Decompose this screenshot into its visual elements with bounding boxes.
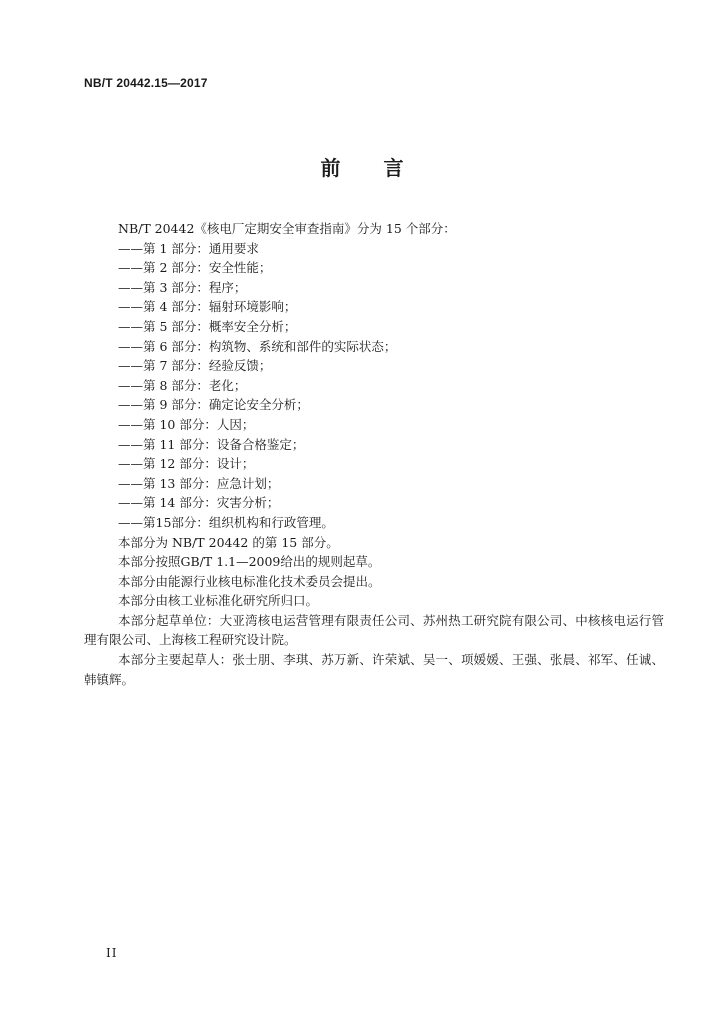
parts-list: [84, 239, 664, 533]
page-number: II: [106, 946, 118, 960]
list-item: ——第 5 部分：概率安全分析；: [118, 318, 297, 334]
document-code: NB/T 20442.15—2017: [84, 76, 208, 90]
drafters-paragraph: 本部分主要起草人：张士朋、李琪、苏万新、许荣斌、吴一、项媛媛、王强、张晨、祁军、任诚、韩镇辉。: [84, 652, 664, 687]
list-item: ——第 13 部分：应急计划；: [118, 475, 280, 491]
list-item: ——第 9 部分：确定论安全分析；: [118, 397, 309, 413]
list-item: ——第 2 部分：安全性能；: [118, 260, 272, 276]
statement-paragraph: 本部分为 NB/T 20442 的第 15 部分。: [118, 534, 339, 550]
foreword-body: [84, 219, 664, 689]
list-item: ——第 14 部分：灾害分析；: [118, 495, 280, 511]
list-item: ——第 10 部分：人因；: [118, 416, 255, 432]
statement-paragraph: 本部分由能源行业核电标准化技术委员会提出。: [118, 573, 381, 589]
statement-paragraph: 本部分按照GB/T 1.1—2009给出的规则起草。: [118, 554, 381, 570]
list-item: ——第 12 部分：设计；: [118, 456, 255, 472]
list-item: ——第 3 部分：程序；: [118, 279, 247, 295]
page-title: 前 言: [320, 156, 422, 180]
list-item: ——第15部分：组织机构和行政管理。: [118, 514, 334, 530]
list-item: ——第 11 部分：设备合格鉴定；: [118, 436, 305, 452]
list-item: ——第 7 部分：经验反馈；: [118, 358, 272, 374]
drafting-units-paragraph: 本部分起草单位：大亚湾核电运营管理有限责任公司、苏州热工研究院有限公司、中核核电运行管理有限公司、上海核工程研究设计院。: [84, 612, 664, 648]
intro-paragraph: NB/T 20442《核电厂定期安全审查指南》分为 15 个部分：: [118, 221, 456, 236]
list-item: ——第 1 部分：通用要求: [118, 240, 259, 256]
list-item: ——第 8 部分：老化；: [118, 377, 247, 393]
list-item: ——第 4 部分：辐射环境影响；: [118, 299, 297, 315]
list-item: ——第 6 部分：构筑物、系统和部件的实际状态；: [118, 338, 397, 354]
statement-paragraph: 本部分由核工业标准化研究所归口。: [118, 593, 319, 609]
